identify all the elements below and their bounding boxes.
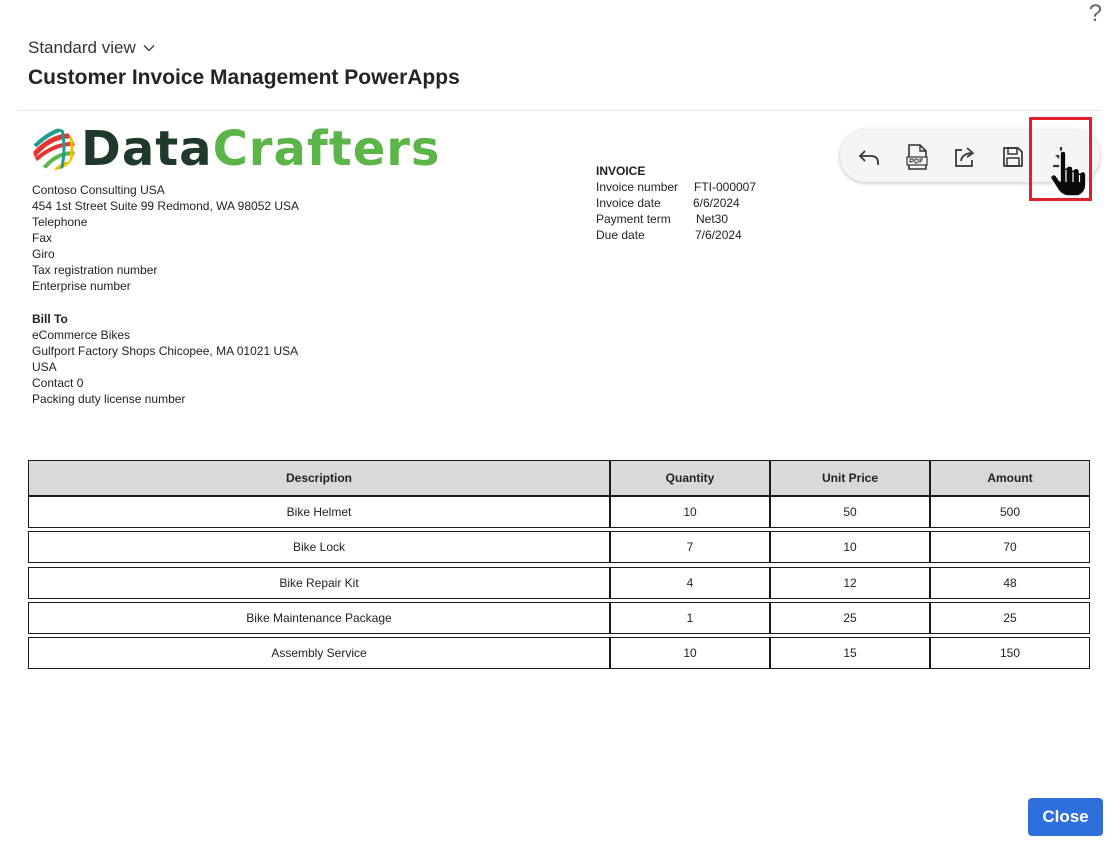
- bill-to-contact: Contact 0: [32, 376, 84, 390]
- cell-quantity: 1: [610, 602, 770, 634]
- invoice-number-value: FTI-000007: [694, 180, 757, 194]
- view-selector[interactable]: [28, 38, 156, 58]
- payment-term-label: Payment term: [596, 212, 671, 226]
- company-telephone: Telephone: [32, 215, 88, 229]
- header-divider: [17, 110, 1101, 111]
- due-date-label: Due date: [596, 228, 645, 242]
- company-enterprise-number: Enterprise number: [32, 279, 131, 293]
- chevron-down-icon: [142, 41, 156, 55]
- invoice-number-row: [596, 179, 756, 195]
- company-fax: Fax: [32, 231, 53, 245]
- column-header-description: Description: [28, 460, 610, 496]
- yarn-ball-logo-icon: [31, 126, 77, 172]
- logo-text-crafters: Crafters: [212, 121, 441, 177]
- cell-unit-price: 15: [770, 637, 930, 669]
- cell-description: Bike Helmet: [28, 496, 610, 528]
- back-button[interactable]: [854, 142, 884, 172]
- cell-description: Bike Maintenance Package: [28, 602, 610, 634]
- bill-to-address: Gulfport Factory Shops Chicopee, MA 01021 USA: [32, 344, 299, 358]
- cell-amount: 500: [930, 496, 1090, 528]
- due-date-row: [596, 227, 756, 243]
- table-row: [28, 602, 1090, 634]
- invoice-title: INVOICE: [596, 164, 646, 178]
- cell-amount: 25: [930, 602, 1090, 634]
- logo-wordmark: [81, 121, 441, 177]
- cell-amount: 70: [930, 531, 1090, 563]
- table-row: [28, 567, 1090, 599]
- table-row: [28, 531, 1090, 563]
- invoice-date-row: [596, 195, 756, 211]
- cell-quantity: 7: [610, 531, 770, 563]
- due-date-value: 7/6/2024: [695, 228, 742, 242]
- invoice-details: [596, 163, 756, 243]
- invoice-date-label: Invoice date: [596, 196, 661, 210]
- company-giro: Giro: [32, 247, 55, 261]
- company-name: Contoso Consulting USA: [32, 183, 165, 197]
- invoice-date-value: 6/6/2024: [693, 196, 740, 210]
- pdf-icon: [904, 143, 930, 171]
- cell-quantity: 10: [610, 496, 770, 528]
- cell-amount: 150: [930, 637, 1090, 669]
- company-info: [32, 182, 299, 294]
- bill-to-customer: eCommerce Bikes: [32, 328, 131, 342]
- share-icon: [952, 144, 978, 170]
- help-icon[interactable]: ?: [1088, 0, 1102, 27]
- view-selector-label: Standard view: [28, 38, 136, 57]
- back-arrow-icon: [856, 144, 882, 170]
- payment-term-row: [596, 211, 756, 227]
- table-row: [28, 637, 1090, 669]
- bill-to-section: [32, 311, 298, 407]
- save-icon: [1000, 144, 1026, 170]
- column-header-quantity: Quantity: [610, 460, 770, 496]
- export-pdf-button[interactable]: [902, 142, 932, 172]
- hand-cursor-icon: [1046, 150, 1090, 198]
- cell-description: Bike Repair Kit: [28, 567, 610, 599]
- bill-to-license: Packing duty license number: [32, 392, 186, 406]
- cell-unit-price: 12: [770, 567, 930, 599]
- company-tax-number: Tax registration number: [32, 263, 158, 277]
- column-header-unit-price: Unit Price: [770, 460, 930, 496]
- bill-to-country: USA: [32, 360, 57, 374]
- cell-quantity: 10: [610, 637, 770, 669]
- logo-text-data: Data: [81, 121, 213, 177]
- table-header-row: [28, 460, 1090, 496]
- column-header-amount: Amount: [930, 460, 1090, 496]
- company-logo: [31, 120, 441, 178]
- save-button[interactable]: [998, 142, 1028, 172]
- close-button[interactable]: Close: [1028, 798, 1103, 836]
- bill-to-title: Bill To: [32, 312, 68, 326]
- cell-quantity: 4: [610, 567, 770, 599]
- company-address: 454 1st Street Suite 99 Redmond, WA 98052 USA: [32, 199, 300, 213]
- page-title: Customer Invoice Management PowerApps: [28, 66, 460, 89]
- table-row: [28, 496, 1090, 528]
- share-button[interactable]: [950, 142, 980, 172]
- invoice-number-label: Invoice number: [596, 180, 679, 194]
- cell-amount: 48: [930, 567, 1090, 599]
- cell-unit-price: 50: [770, 496, 930, 528]
- cell-description: Bike Lock: [28, 531, 610, 563]
- cell-unit-price: 10: [770, 531, 930, 563]
- cell-unit-price: 25: [770, 602, 930, 634]
- cell-description: Assembly Service: [28, 637, 610, 669]
- payment-term-value: Net30: [696, 212, 729, 226]
